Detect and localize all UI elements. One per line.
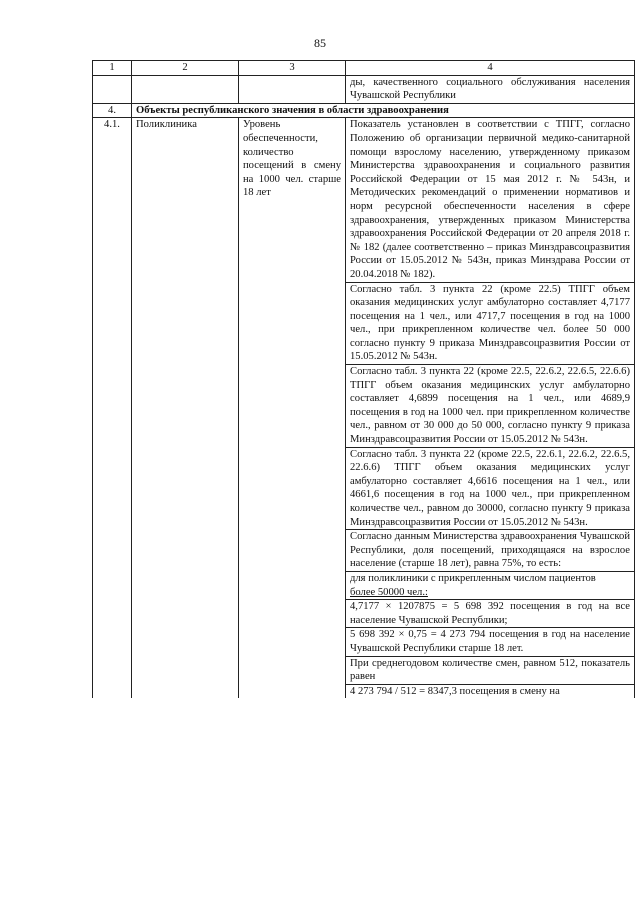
header-col-1: 1 — [93, 61, 132, 76]
paragraph: 4,7177 × 1207875 = 5 698 392 посещения в год на все население Чувашской Республики; — [346, 599, 634, 627]
header-col-3: 3 — [239, 61, 346, 76]
table-row — [93, 118, 635, 698]
row-description — [346, 118, 635, 698]
section-row — [93, 103, 635, 118]
paragraph: Согласно данным Министерства здравоохранения Чувашской Республики, доля посещений, приходящаяся на взрослое население (старше 18 лет), равна 75%, то есть: — [346, 529, 634, 571]
header-col-4: 4 — [346, 61, 635, 76]
paragraph: Согласно табл. 3 пункта 22 (кроме 22.5, 22.6.2, 22.6.5, 22.6.6) ТПГГ объем оказания медицинских услуг амбулаторно составляет 4,6899 посещения на 1 чел., или 4689,9 посещения в год на 1000 чел. при прикрепленном количестве чел., равном от 30 000 до 50 000, согласно пункту 9 приказа Минздравсоцразвития России от 15.05.2012 № 543н. — [346, 364, 634, 447]
continuation-text: ды, качественного социального обслуживания населения Чувашской Республики — [346, 75, 635, 103]
paragraph: Согласно табл. 3 пункта 22 (кроме 22.5, 22.6.1, 22.6.2, 22.6.5, 22.6.6) ТПГГ объем оказания медицинских услуг амбулаторно составляет 4,6616 посещения на 1 чел., или 4661,6 посещения в год на 1000 чел., при прикрепленном количестве чел., равном до 30000, согласно пункту 9 приказа Минздравсоцразвития России от 15.05.2012 № 543н. — [346, 447, 634, 530]
page-number: 85 — [314, 36, 326, 50]
section-title: Объекты республиканского значения в области здравоохранения — [132, 103, 635, 118]
paragraph: 5 698 392 × 0,75 = 4 273 794 посещения в год на население Чувашской Республики старше 18 лет. — [346, 627, 634, 655]
row-indicator: Уровень обеспеченности, количество посещений в смену на 1000 чел. старше 18 лет — [239, 118, 346, 698]
row-object-name: Поликлиника — [132, 118, 239, 698]
document-table — [92, 60, 635, 698]
paragraph: 4 273 794 / 512 = 8347,3 посещения в смену на — [346, 684, 634, 699]
paragraph-underlined: более 50000 чел.: — [350, 586, 428, 598]
paragraph: Показатель установлен в соответствии с ТПГГ, согласно Положению об организации первичной медико-санитарной помощи взрослому населению, утвержденному приказом Министерства здравоохранения и социального развития Российской Федерации от 15 мая 2012 г. № 543н, и Методических рекомендаций о применении нормативов и норм ресурсной обеспеченности населения в сфере здравоохранения, утвержденных приказом Министерства здравоохранения Российской Федерации от 20 апреля 2018 г. № 182 (далее соответственно – приказ Минздравсоцразвития России от 15.05.2012 № 543н, приказ Минздрава России от 20.04.2018 № 182). — [350, 119, 630, 280]
section-number: 4. — [93, 103, 132, 118]
row-number: 4.1. — [93, 118, 132, 698]
table-header-row — [93, 61, 635, 76]
paragraph: Согласно табл. 3 пункта 22 (кроме 22.5) ТПГГ объем оказания медицинских услуг амбулаторно составляет 4,7177 посещения на 1 чел., или 4717,7 посещения в год на 1000 чел., при прикрепленном количестве чел. более 50 000 согласно пункту 9 приказа Минздравсоцразвития России от 15.05.2012 № 543н. — [346, 282, 634, 365]
continuation-row — [93, 75, 635, 103]
paragraph: При среднегодовом количестве смен, равном 512, показатель равен — [346, 656, 634, 684]
header-col-2: 2 — [132, 61, 239, 76]
paragraph: для поликлиники с прикрепленным числом пациентов — [346, 571, 634, 586]
